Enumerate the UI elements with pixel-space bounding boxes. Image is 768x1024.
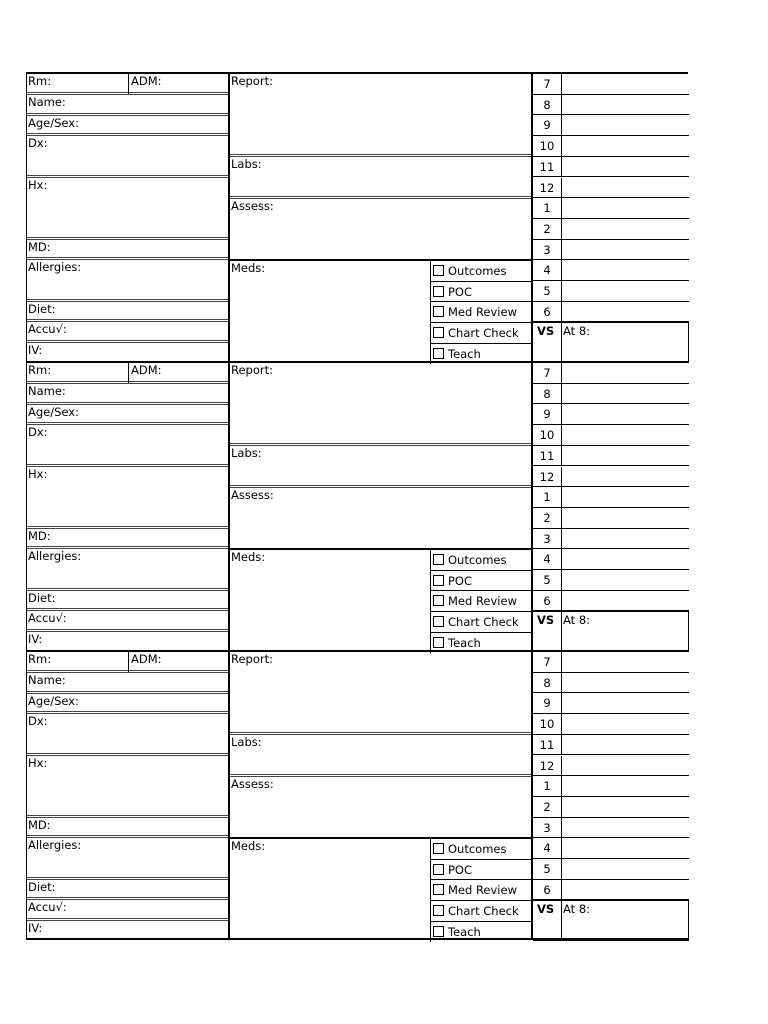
hour-label: 3	[543, 242, 551, 257]
hour-divider	[561, 384, 562, 404]
accu-field: Accu√:	[27, 900, 228, 921]
checklist-label: Med Review	[448, 883, 517, 898]
hour-divider	[561, 508, 562, 528]
hour-row	[533, 735, 689, 756]
hour-label: 8	[543, 97, 551, 112]
accu-field: Accu√:	[27, 611, 228, 632]
hour-label: 1	[543, 779, 551, 794]
hour-label: 6	[543, 593, 551, 608]
hour-label: 12	[539, 469, 555, 484]
room-label: Rm:	[28, 74, 52, 88]
hour-divider	[561, 529, 562, 549]
checkbox-icon[interactable]	[433, 327, 444, 338]
checklist-label: Teach	[448, 635, 481, 650]
hour-divider	[561, 487, 562, 507]
hour-divider	[561, 591, 562, 611]
hour-label: 5	[543, 284, 551, 298]
hour-label: 7	[543, 77, 551, 91]
hour-label: 8	[543, 675, 551, 690]
vs-divider	[561, 901, 562, 940]
hour-row	[533, 776, 689, 797]
checklist-label: Outcomes	[448, 264, 507, 278]
allergies-field: Allergies:	[27, 838, 228, 880]
hour-label: 4	[543, 841, 551, 856]
checklist-label: Chart Check	[448, 904, 519, 919]
vs-label: VS	[537, 613, 555, 628]
vital-signs-box	[533, 611, 689, 652]
allergies-field: Allergies:	[27, 260, 228, 302]
hour-row	[533, 487, 689, 508]
hour-label: 11	[539, 448, 555, 463]
hourly-column	[532, 363, 688, 651]
hour-label: 6	[543, 882, 551, 897]
checkbox-icon[interactable]	[433, 575, 444, 586]
checklist-item[interactable]	[430, 880, 533, 901]
dx-field: Dx:	[27, 136, 228, 178]
checklist-item[interactable]	[430, 571, 533, 592]
at-8-label: At 8:	[563, 324, 591, 339]
patient-info-column	[26, 652, 229, 938]
hour-label: 11	[539, 159, 555, 174]
hour-divider	[561, 281, 562, 301]
hour-row	[533, 136, 689, 157]
hour-row	[533, 115, 689, 136]
report-field: Report:	[230, 652, 531, 735]
hourly-column	[532, 652, 688, 938]
hour-row	[533, 74, 689, 95]
diet-field: Diet:	[27, 880, 228, 900]
vs-label: VS	[537, 902, 555, 917]
room-label: Rm:	[28, 363, 52, 377]
age-sex-field: Age/Sex:	[27, 694, 228, 714]
checkbox-icon[interactable]	[433, 884, 444, 895]
checkbox-icon[interactable]	[433, 348, 444, 359]
meds-field: Meds:	[231, 550, 266, 564]
hour-row	[533, 302, 689, 323]
age-sex-field: Age/Sex:	[27, 405, 228, 425]
hour-label: 9	[543, 118, 551, 133]
checkbox-icon[interactable]	[433, 595, 444, 606]
hour-divider	[561, 797, 562, 817]
hour-divider	[561, 74, 562, 94]
hour-label: 6	[543, 304, 551, 319]
hour-label: 9	[543, 696, 551, 711]
room-label: Rm:	[28, 652, 52, 666]
vs-divider	[561, 323, 562, 362]
hour-divider	[561, 776, 562, 796]
checklist-label: Teach	[448, 346, 481, 361]
hour-label: 4	[543, 552, 551, 567]
checklist-item[interactable]	[430, 591, 533, 612]
hour-divider	[561, 219, 562, 239]
hour-row	[533, 838, 689, 859]
hour-divider	[561, 260, 562, 280]
checklist-label: Chart Check	[448, 326, 519, 341]
hour-divider	[561, 693, 562, 713]
hour-row	[533, 363, 689, 384]
hx-field: Hx:	[27, 467, 228, 529]
checklist-label: Outcomes	[448, 553, 507, 567]
hour-label: 1	[543, 490, 551, 505]
assess-field: Assess:	[230, 488, 531, 549]
checklist-label: POC	[448, 573, 473, 588]
checklist-label: Outcomes	[448, 842, 507, 856]
hour-label: 8	[543, 386, 551, 401]
hour-row	[533, 157, 689, 178]
checklist-label: Chart Check	[448, 615, 519, 630]
notes-column	[229, 363, 532, 651]
room-adm-divider	[128, 652, 129, 672]
hour-row	[533, 673, 689, 694]
checklist-label: Med Review	[448, 305, 517, 320]
hour-divider	[561, 818, 562, 838]
hour-row	[533, 95, 689, 116]
checklist-item[interactable]	[430, 839, 533, 860]
hour-divider	[561, 363, 562, 383]
checklist-item[interactable]	[430, 860, 533, 881]
checkbox-icon[interactable]	[433, 286, 444, 297]
checklist-label: POC	[448, 284, 473, 299]
hour-label: 11	[539, 737, 555, 752]
checkbox-icon[interactable]	[433, 843, 444, 854]
hour-divider	[561, 756, 562, 776]
md-field: MD:	[27, 529, 228, 549]
hour-row	[533, 591, 689, 612]
diet-field: Diet:	[27, 302, 228, 322]
hour-label: 10	[539, 717, 555, 732]
hx-field: Hx:	[27, 756, 228, 818]
hour-row	[533, 693, 689, 714]
hour-divider	[561, 425, 562, 445]
meds-field: Meds:	[231, 839, 266, 853]
assess-field: Assess:	[230, 199, 531, 260]
diet-field: Diet:	[27, 591, 228, 611]
hour-divider	[561, 880, 562, 900]
hour-row	[533, 281, 689, 302]
patient-block	[26, 361, 688, 651]
hour-divider	[561, 549, 562, 569]
hour-divider	[561, 404, 562, 424]
dx-field: Dx:	[27, 714, 228, 756]
hour-label: 10	[539, 139, 555, 154]
hour-divider	[561, 95, 562, 115]
hour-divider	[561, 178, 562, 198]
hour-row	[533, 880, 689, 901]
hour-divider	[561, 570, 562, 590]
patient-block	[26, 72, 688, 362]
adm-label: ADM:	[131, 652, 162, 666]
hour-divider	[561, 467, 562, 487]
hour-row	[533, 797, 689, 818]
adm-label: ADM:	[131, 363, 162, 377]
checklist-item[interactable]	[430, 302, 533, 323]
report-field: Report:	[230, 363, 531, 446]
assess-field: Assess:	[230, 777, 531, 838]
checklist-item[interactable]	[430, 922, 533, 943]
checklist-item[interactable]	[430, 901, 533, 922]
patient-info-column	[26, 74, 229, 362]
vs-label: VS	[537, 324, 555, 339]
hour-divider	[561, 115, 562, 135]
patient-info-column	[26, 363, 229, 651]
md-field: MD:	[27, 240, 228, 260]
hour-label: 5	[543, 862, 551, 876]
hour-row	[533, 384, 689, 405]
hour-label: 7	[543, 655, 551, 669]
hour-row	[533, 425, 689, 446]
hour-row	[533, 570, 689, 591]
hour-divider	[561, 714, 562, 734]
adm-label: ADM:	[131, 74, 162, 88]
hour-row	[533, 404, 689, 425]
checkbox-icon[interactable]	[433, 637, 444, 648]
at-8-label: At 8:	[563, 902, 591, 917]
accu-field: Accu√:	[27, 322, 228, 343]
hour-row	[533, 198, 689, 219]
hour-divider	[561, 838, 562, 858]
hour-divider	[561, 673, 562, 693]
hour-label: 3	[543, 820, 551, 835]
checkbox-icon[interactable]	[433, 265, 444, 276]
hour-row	[533, 508, 689, 529]
notes-column	[229, 74, 532, 362]
iv-field: IV:	[28, 921, 43, 935]
checkbox-icon[interactable]	[433, 306, 444, 317]
hour-label: 2	[543, 510, 551, 525]
hour-label: 1	[543, 201, 551, 216]
hour-divider	[561, 240, 562, 260]
labs-field: Labs:	[230, 446, 531, 488]
room-adm-divider	[128, 363, 129, 383]
hour-label: 12	[539, 758, 555, 773]
hour-divider	[561, 198, 562, 218]
report-field: Report:	[230, 74, 531, 157]
hour-divider	[561, 302, 562, 322]
meds-field: Meds:	[231, 261, 266, 275]
checkbox-icon[interactable]	[433, 864, 444, 875]
hour-row	[533, 859, 689, 880]
hour-label: 7	[543, 366, 551, 380]
hour-label: 12	[539, 180, 555, 195]
hour-row	[533, 529, 689, 550]
hour-divider	[561, 735, 562, 755]
hour-row	[533, 714, 689, 735]
name-field: Name:	[27, 95, 228, 116]
hour-divider	[561, 157, 562, 177]
room-adm-divider	[128, 74, 129, 94]
labs-field: Labs:	[230, 157, 531, 199]
checkbox-icon[interactable]	[433, 616, 444, 627]
hour-row	[533, 467, 689, 488]
hour-label: 2	[543, 799, 551, 814]
vital-signs-box	[533, 900, 689, 941]
checkbox-icon[interactable]	[433, 905, 444, 916]
labs-field: Labs:	[230, 735, 531, 777]
checklist-item[interactable]	[430, 261, 533, 282]
checklist-item[interactable]	[430, 612, 533, 633]
checklist-label: Med Review	[448, 594, 517, 609]
hour-row	[533, 652, 689, 673]
hour-row	[533, 178, 689, 199]
hour-divider	[561, 136, 562, 156]
hour-label: 9	[543, 407, 551, 422]
hour-divider	[561, 446, 562, 466]
name-field: Name:	[27, 384, 228, 405]
vs-divider	[561, 612, 562, 651]
hour-row	[533, 756, 689, 777]
checklist-label: POC	[448, 862, 473, 877]
checkbox-icon[interactable]	[433, 554, 444, 565]
hx-field: Hx:	[27, 178, 228, 240]
hour-label: 4	[543, 263, 551, 278]
hour-divider	[561, 652, 562, 672]
checklist-item[interactable]	[430, 323, 533, 344]
hour-row	[533, 549, 689, 570]
allergies-field: Allergies:	[27, 549, 228, 591]
checklist-item[interactable]	[430, 282, 533, 303]
at-8-label: At 8:	[563, 613, 591, 628]
hour-label: 3	[543, 531, 551, 546]
checklist-item[interactable]	[430, 550, 533, 571]
age-sex-field: Age/Sex:	[27, 116, 228, 136]
notes-column	[229, 652, 532, 938]
patient-block	[26, 650, 688, 940]
iv-field: IV:	[28, 632, 43, 646]
vital-signs-box	[533, 322, 689, 363]
md-field: MD:	[27, 818, 228, 838]
hour-row	[533, 240, 689, 261]
hour-row	[533, 446, 689, 467]
iv-field: IV:	[28, 343, 43, 357]
hour-row	[533, 818, 689, 839]
name-field: Name:	[27, 673, 228, 694]
hour-divider	[561, 859, 562, 879]
hour-label: 10	[539, 428, 555, 443]
checkbox-icon[interactable]	[433, 926, 444, 937]
checklist-label: Teach	[448, 924, 481, 939]
hourly-column	[532, 74, 688, 362]
hour-row	[533, 260, 689, 281]
dx-field: Dx:	[27, 425, 228, 467]
hour-label: 5	[543, 573, 551, 587]
hour-label: 2	[543, 221, 551, 236]
hour-row	[533, 219, 689, 240]
